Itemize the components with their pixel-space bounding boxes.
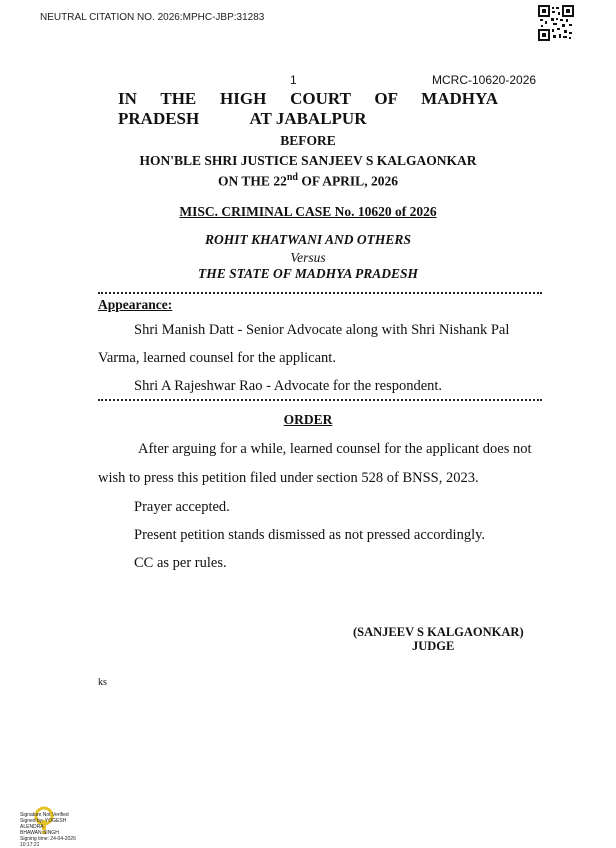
versus-label: Versus [290, 250, 326, 265]
order-para-1-line-2: wish to press this petition filed under section 528 of BNSS, 2023. [98, 470, 479, 486]
respondent-name: THE STATE OF MADHYA PRADESH [197, 266, 419, 281]
signing-time: Signing time: 24-04-2026 [20, 836, 76, 842]
order-para-4: CC as per rules. [134, 555, 227, 571]
order-heading: ORDER [283, 412, 333, 427]
appearance-line-2: Varma, learned counsel for the applicant. [98, 350, 336, 366]
appearance-heading: Appearance: [98, 297, 173, 312]
page-number: 1 [290, 73, 297, 87]
signer-name: BHAWAN SINGH [20, 830, 59, 836]
case-title: MISC. CRIMINAL CASE No. 10620 of 2026 [179, 204, 437, 219]
before-label: BEFORE [280, 133, 336, 148]
order-date-rest: OF APRIL, 2026 [297, 173, 398, 189]
signature-status: Signature Not Verified [20, 812, 69, 818]
divider-bottom [98, 399, 542, 401]
appearance-line-3: Shri A Rajeshwar Rao - Advocate for the respondent. [134, 378, 443, 394]
qr-code-icon [538, 5, 574, 41]
order-para-3: Present petition stands dismissed as not pressed accordingly. [134, 527, 486, 543]
signed-by: Signed by: YOGESH ALENDRA [20, 818, 67, 830]
digital-signature-block [20, 812, 90, 848]
court-name: IN THE HIGH COURT OF MADHYA PRADESH [118, 89, 498, 128]
order-date-prefix: ON THE 22 [218, 173, 287, 189]
divider-top [98, 292, 542, 294]
case-reference: MCRC-10620-2026 [432, 73, 537, 87]
judge-line: HON'BLE SHRI JUSTICE SANJEEV S KALGAONKAR [139, 153, 477, 168]
signing-clock: 10:17:21 [20, 842, 40, 848]
order-para-2: Prayer accepted. [134, 499, 230, 515]
judge-signature-title: JUDGE [412, 639, 455, 653]
petitioner-name: ROHIT KHATWANI AND OTHERS [205, 232, 411, 247]
appearance-line-1: Shri Manish Datt - Senior Advocate along with Shri Nishank Pal [134, 322, 510, 338]
court-location: AT JABALPUR [249, 109, 367, 128]
order-date-suffix-sup: nd [286, 172, 298, 183]
judge-signature-name: (SANJEEV S KALGAONKAR) [353, 625, 524, 639]
neutral-citation: NEUTRAL CITATION NO. 2026:MPHC-JBP:31283 [40, 12, 265, 23]
order-date [0, 172, 616, 190]
initials: ks [98, 677, 107, 688]
order-para-1-line-1: After arguing for a while, learned counsel for the applicant does not [138, 441, 532, 457]
